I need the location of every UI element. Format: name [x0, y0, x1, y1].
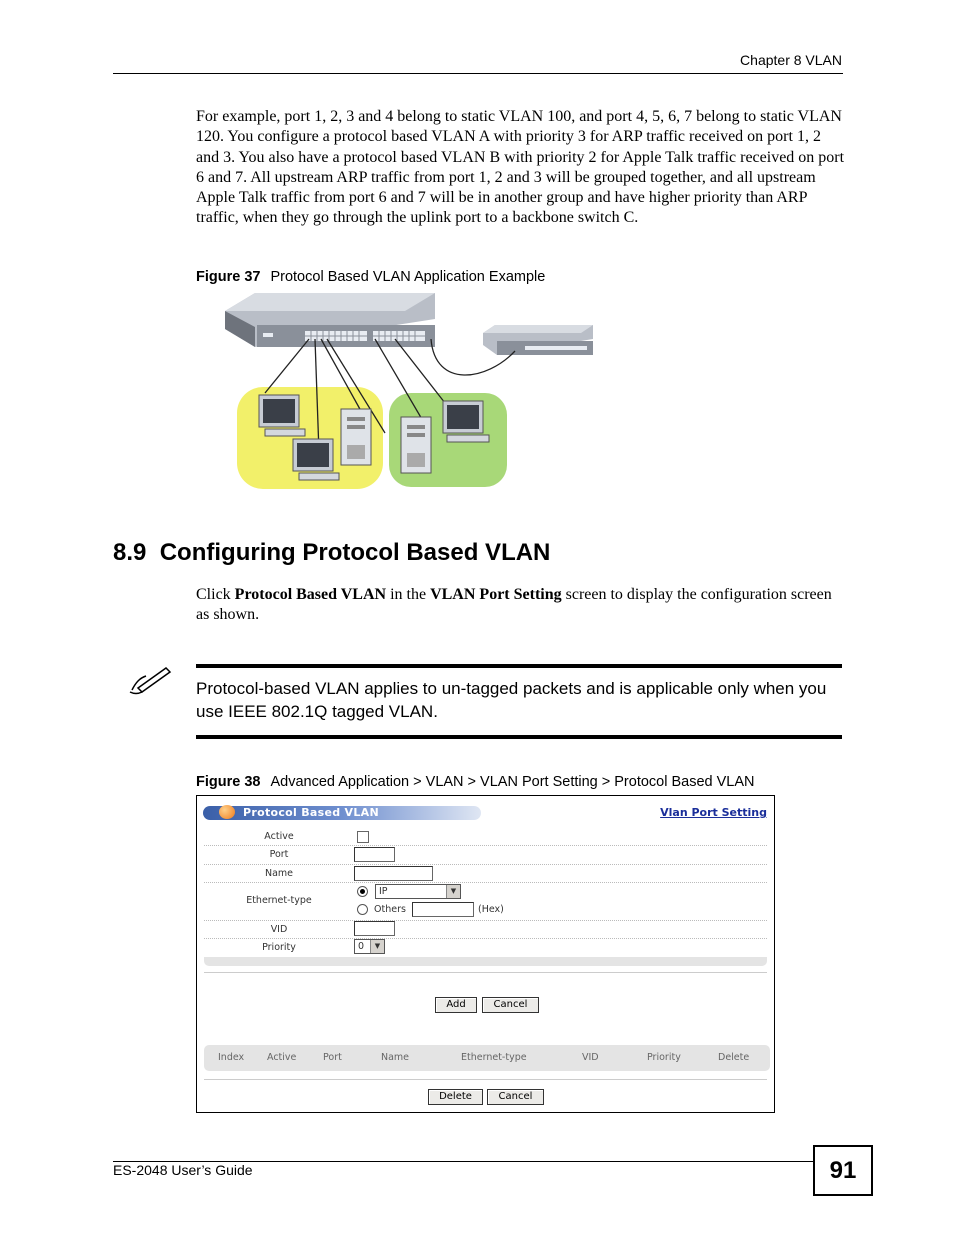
computer-2-icon	[293, 439, 339, 480]
name-input[interactable]	[354, 866, 433, 881]
priority-label: Priority	[262, 942, 296, 953]
ethernet-type-row	[204, 883, 767, 921]
chevron-down-icon: ▼	[446, 885, 460, 898]
col-active: Active	[267, 1052, 297, 1063]
ethernet-type-label: Ethernet-type	[246, 895, 312, 906]
backbone-switch-icon	[483, 325, 593, 355]
table-header	[204, 1045, 770, 1071]
network-diagram	[225, 293, 595, 491]
footer-guide: ES-2048 User’s Guide	[113, 1162, 253, 1178]
active-checkbox[interactable]	[357, 831, 369, 843]
section-paragraph	[196, 585, 846, 626]
main-switch-icon	[225, 293, 435, 347]
others-label: Others	[374, 904, 406, 915]
ethertype-others-radio[interactable]	[357, 904, 368, 915]
computer-1-icon	[259, 395, 305, 436]
active-row	[204, 828, 767, 846]
title-orb-icon	[219, 805, 235, 819]
figure-38-text: Advanced Application > VLAN > VLAN Port Setting > Protocol Based VLAN	[270, 774, 755, 790]
name-row	[204, 865, 767, 883]
vid-row	[204, 921, 767, 939]
server-2-icon	[401, 417, 431, 473]
port-label: Port	[269, 849, 289, 860]
name-label: Name	[264, 868, 294, 879]
figure-37-text: Protocol Based VLAN Application Example	[270, 269, 546, 285]
port-row	[204, 846, 767, 865]
ethertype-select-value: IP	[379, 886, 388, 897]
vid-label: VID	[270, 924, 288, 935]
col-port: Port	[323, 1052, 342, 1063]
section-number: 8.9	[113, 539, 147, 566]
chevron-down-icon: ▼	[370, 940, 384, 953]
protocol-vlan-screen	[196, 795, 775, 1113]
col-priority: Priority	[647, 1052, 681, 1063]
screen-title: Protocol Based VLAN	[243, 806, 379, 819]
cancel-button[interactable]: Cancel	[482, 997, 539, 1013]
priority-select[interactable]	[354, 939, 385, 954]
delete-button[interactable]: Delete	[428, 1089, 483, 1105]
note-text: Protocol-based VLAN applies to un-tagged packets and is applicable only when you use IEEE 802.1Q tagged VLAN.	[196, 679, 827, 721]
server-1-icon	[341, 409, 371, 465]
computer-3-icon	[443, 401, 489, 442]
vlan-port-setting-bold: VLAN Port Setting	[430, 586, 562, 603]
form-divider	[204, 972, 767, 973]
ethertype-select-radio[interactable]	[357, 886, 368, 897]
cancel-delete-button[interactable]: Cancel	[487, 1089, 544, 1105]
section-title: Configuring Protocol Based VLAN	[159, 539, 551, 566]
page-number: 91	[813, 1145, 873, 1196]
figure-37-label: Figure 37	[196, 269, 261, 285]
section-paragraph-text-3: screen to display the configuration screen as shown.	[196, 586, 832, 624]
table-divider	[204, 1079, 767, 1080]
section-paragraph-text-2: in the	[386, 586, 431, 603]
header-rule	[113, 73, 843, 74]
figure-38-label: Figure 38	[196, 774, 261, 790]
add-button[interactable]: Add	[435, 997, 477, 1013]
intro-paragraph: For example, port 1, 2, 3 and 4 belong to static VLAN 100, and port 4, 5, 6, 7 belong to static VLAN 120. You configure a protocol based VLAN A with priority 3 for ARP traffic received on port 1, 2 and 3. You also have a protocol based VLAN B with priority 2 for Apple Talk traffic received on port 6 and 7. All upstream ARP traffic from port 1, 2 and 3 will be grouped together, and all upstream Apple Talk traffic from port 6 and 7 will be in another group and have higher priority than ARP traffic, when they go through the uplink port to a backbone switch C.	[196, 108, 845, 227]
hex-label: (Hex)	[478, 904, 504, 915]
others-hex-input[interactable]	[412, 902, 474, 917]
port-input[interactable]	[354, 847, 395, 862]
vid-input[interactable]	[354, 921, 395, 936]
note-pen-icon	[128, 664, 172, 696]
note-bottom-rule	[196, 735, 842, 739]
active-label: Active	[264, 831, 294, 842]
section-heading	[113, 539, 550, 567]
col-vid: VID	[582, 1052, 599, 1063]
priority-row	[204, 939, 767, 956]
priority-select-value: 0	[358, 941, 365, 952]
protocol-based-vlan-bold: Protocol Based VLAN	[234, 586, 387, 603]
col-index: Index	[218, 1052, 245, 1063]
chapter-header: Chapter 8 VLAN	[740, 52, 842, 68]
col-ethernet-type: Ethernet-type	[461, 1052, 527, 1063]
figure-38-caption	[196, 774, 755, 790]
ethertype-select[interactable]	[375, 884, 461, 899]
col-name: Name	[381, 1052, 410, 1063]
figure-37-caption	[196, 269, 545, 285]
form-bottom-band	[204, 957, 767, 966]
col-delete: Delete	[718, 1052, 750, 1063]
section-paragraph-text-1: Click	[196, 586, 235, 603]
vlan-port-setting-link[interactable]: Vlan Port Setting	[660, 806, 767, 819]
note-top-rule	[196, 664, 842, 668]
